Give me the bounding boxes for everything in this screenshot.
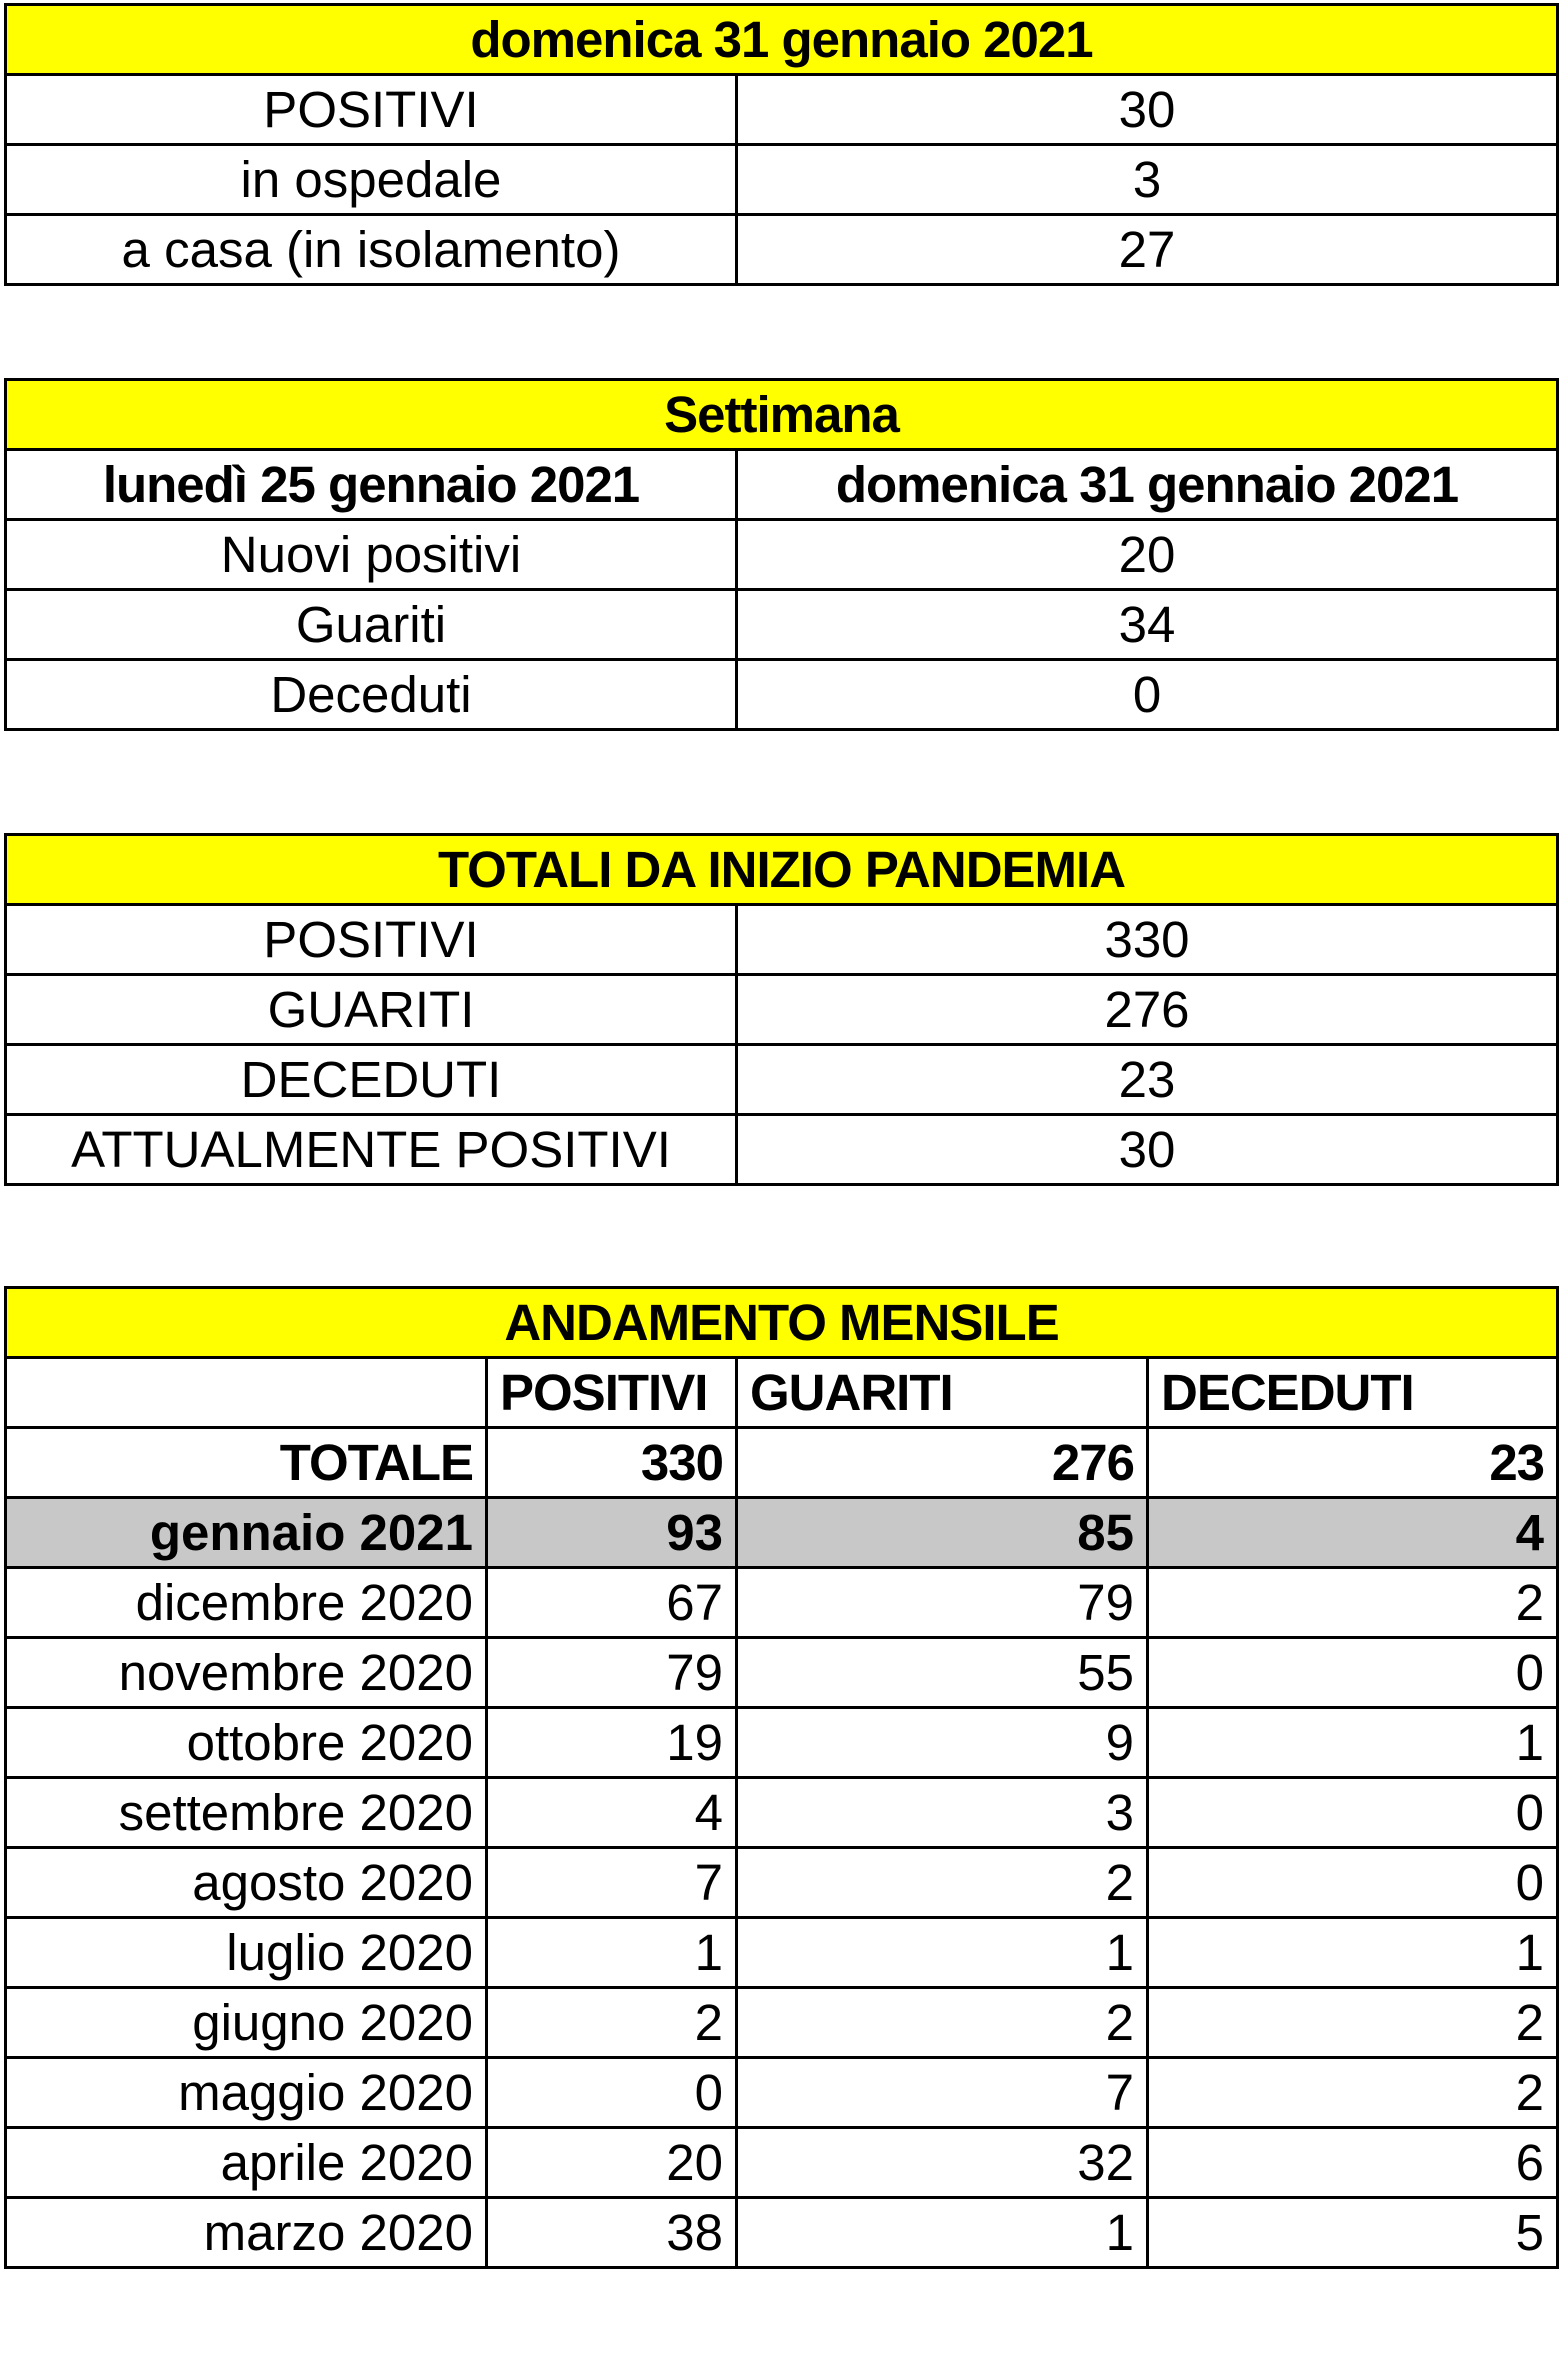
monthly-current-label: gennaio 2021 (6, 1498, 487, 1568)
daily-row (6, 215, 1558, 285)
weekly-label: Guariti (6, 590, 737, 660)
monthly-deceduti: 1 (1148, 1708, 1558, 1778)
monthly-total-positivi: 330 (487, 1428, 737, 1498)
totals-value: 276 (737, 975, 1558, 1045)
monthly-deceduti: 0 (1148, 1848, 1558, 1918)
monthly-guariti: 1 (737, 1918, 1148, 1988)
weekly-row (6, 590, 1558, 660)
monthly-guariti: 32 (737, 2128, 1148, 2198)
totals-value: 330 (737, 905, 1558, 975)
weekly-row (6, 520, 1558, 590)
monthly-label: novembre 2020 (6, 1638, 487, 1708)
monthly-header-row (6, 1358, 1558, 1428)
monthly-guariti: 55 (737, 1638, 1148, 1708)
monthly-label: marzo 2020 (6, 2198, 487, 2268)
daily-row (6, 145, 1558, 215)
totals-table (4, 833, 1559, 1186)
monthly-row (6, 1778, 1558, 1848)
weekly-to-date: domenica 31 gennaio 2021 (737, 450, 1558, 520)
weekly-value: 34 (737, 590, 1558, 660)
monthly-positivi: 4 (487, 1778, 737, 1848)
monthly-guariti: 7 (737, 2058, 1148, 2128)
weekly-value: 20 (737, 520, 1558, 590)
monthly-current-guariti: 85 (737, 1498, 1148, 1568)
monthly-deceduti: 0 (1148, 1638, 1558, 1708)
monthly-label: agosto 2020 (6, 1848, 487, 1918)
monthly-title: ANDAMENTO MENSILE (6, 1288, 1558, 1358)
monthly-header-empty (6, 1358, 487, 1428)
weekly-from-date: lunedì 25 gennaio 2021 (6, 450, 737, 520)
monthly-guariti: 79 (737, 1568, 1148, 1638)
monthly-total-guariti: 276 (737, 1428, 1148, 1498)
totals-row (6, 905, 1558, 975)
weekly-title: Settimana (6, 380, 1558, 450)
weekly-row (6, 660, 1558, 730)
totals-row (6, 975, 1558, 1045)
daily-label: in ospedale (6, 145, 737, 215)
monthly-guariti: 2 (737, 1988, 1148, 2058)
monthly-guariti: 9 (737, 1708, 1148, 1778)
monthly-row (6, 1708, 1558, 1778)
totals-label: GUARITI (6, 975, 737, 1045)
monthly-label: giugno 2020 (6, 1988, 487, 2058)
monthly-positivi: 1 (487, 1918, 737, 1988)
totals-label: ATTUALMENTE POSITIVI (6, 1115, 737, 1185)
totals-value: 30 (737, 1115, 1558, 1185)
totals-value: 23 (737, 1045, 1558, 1115)
monthly-guariti: 2 (737, 1848, 1148, 1918)
weekly-range-row (6, 450, 1558, 520)
monthly-label: dicembre 2020 (6, 1568, 487, 1638)
monthly-positivi: 2 (487, 1988, 737, 2058)
daily-value: 3 (737, 145, 1558, 215)
daily-label: POSITIVI (6, 75, 737, 145)
weekly-label: Deceduti (6, 660, 737, 730)
totals-label: POSITIVI (6, 905, 737, 975)
monthly-positivi: 67 (487, 1568, 737, 1638)
daily-row (6, 75, 1558, 145)
daily-label: a casa (in isolamento) (6, 215, 737, 285)
monthly-deceduti: 5 (1148, 2198, 1558, 2268)
totals-row (6, 1045, 1558, 1115)
monthly-deceduti: 6 (1148, 2128, 1558, 2198)
daily-table (4, 3, 1559, 286)
totals-title: TOTALI DA INIZIO PANDEMIA (6, 835, 1558, 905)
monthly-label: aprile 2020 (6, 2128, 487, 2198)
monthly-positivi: 19 (487, 1708, 737, 1778)
monthly-label: ottobre 2020 (6, 1708, 487, 1778)
monthly-guariti: 1 (737, 2198, 1148, 2268)
totals-label: DECEDUTI (6, 1045, 737, 1115)
monthly-header-guariti: GUARITI (737, 1358, 1148, 1428)
monthly-positivi: 20 (487, 2128, 737, 2198)
monthly-row (6, 1988, 1558, 2058)
monthly-guariti: 3 (737, 1778, 1148, 1848)
monthly-current-row (6, 1498, 1558, 1568)
monthly-total-deceduti: 23 (1148, 1428, 1558, 1498)
daily-value: 27 (737, 215, 1558, 285)
monthly-header-positivi: POSITIVI (487, 1358, 737, 1428)
totals-row (6, 1115, 1558, 1185)
daily-title: domenica 31 gennaio 2021 (6, 5, 1558, 75)
monthly-row (6, 1568, 1558, 1638)
monthly-deceduti: 2 (1148, 2058, 1558, 2128)
monthly-positivi: 38 (487, 2198, 737, 2268)
monthly-positivi: 0 (487, 2058, 737, 2128)
weekly-table (4, 378, 1559, 731)
monthly-deceduti: 2 (1148, 1988, 1558, 2058)
monthly-deceduti: 1 (1148, 1918, 1558, 1988)
monthly-table (4, 1286, 1559, 2269)
monthly-row (6, 1848, 1558, 1918)
weekly-value: 0 (737, 660, 1558, 730)
monthly-row (6, 2058, 1558, 2128)
monthly-label: settembre 2020 (6, 1778, 487, 1848)
monthly-current-deceduti: 4 (1148, 1498, 1558, 1568)
monthly-total-row (6, 1428, 1558, 1498)
monthly-deceduti: 0 (1148, 1778, 1558, 1848)
monthly-row (6, 1638, 1558, 1708)
monthly-current-positivi: 93 (487, 1498, 737, 1568)
monthly-label: luglio 2020 (6, 1918, 487, 1988)
daily-value: 30 (737, 75, 1558, 145)
monthly-row (6, 2128, 1558, 2198)
monthly-row (6, 2198, 1558, 2268)
monthly-total-label: TOTALE (6, 1428, 487, 1498)
weekly-label: Nuovi positivi (6, 520, 737, 590)
monthly-header-deceduti: DECEDUTI (1148, 1358, 1558, 1428)
monthly-deceduti: 2 (1148, 1568, 1558, 1638)
monthly-positivi: 7 (487, 1848, 737, 1918)
monthly-positivi: 79 (487, 1638, 737, 1708)
monthly-row (6, 1918, 1558, 1988)
monthly-label: maggio 2020 (6, 2058, 487, 2128)
